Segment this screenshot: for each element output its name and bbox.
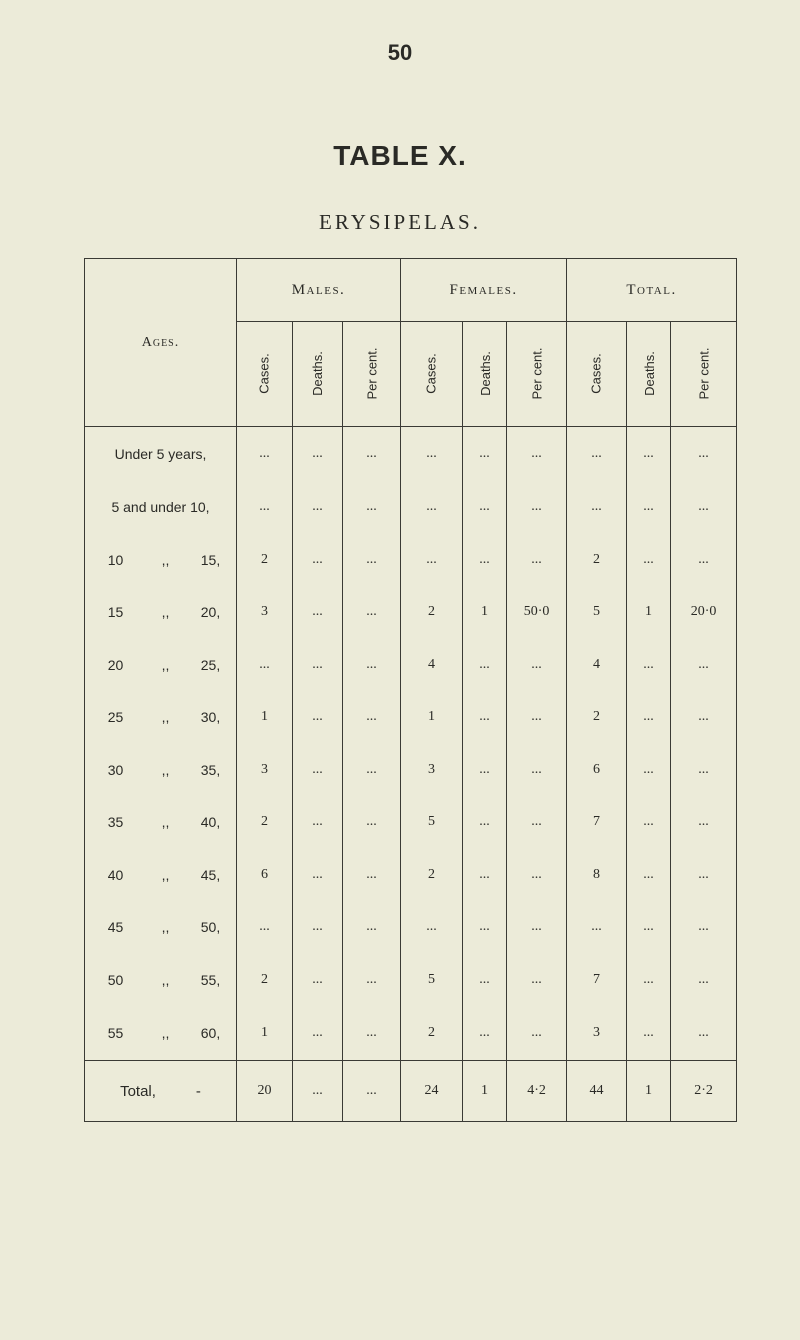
age-age-from: 45 [107, 919, 124, 936]
table-cell: ... [507, 849, 567, 902]
total-cases-header: Cases. [567, 322, 627, 427]
total-header: Total. [567, 259, 737, 322]
total-percent-header: Per cent. [671, 322, 737, 427]
table-cell: 7 [567, 796, 627, 849]
table-cell: ... [671, 691, 737, 744]
table-cell: ... [293, 533, 343, 586]
table-cell: ... [671, 638, 737, 691]
age-cell [85, 533, 237, 586]
table-cell: 3 [237, 743, 293, 796]
age-age-to: 60, [200, 1025, 221, 1042]
table-cell: ... [293, 796, 343, 849]
table-cell: ... [627, 849, 671, 902]
page-number: 50 [387, 40, 413, 65]
table-cell: ... [463, 1006, 507, 1060]
age-age-from: 25 [107, 709, 124, 726]
table-title: TABLE X. [333, 140, 467, 171]
table-cell: ... [343, 796, 401, 849]
table-cell: 6 [567, 743, 627, 796]
table-cell: ... [463, 901, 507, 954]
table-cell: ... [507, 796, 567, 849]
table-cell: 2 [401, 1006, 463, 1060]
table-cell: 3 [401, 743, 463, 796]
table-cell: 4·2 [507, 1061, 567, 1122]
table-cell: ... [507, 743, 567, 796]
total-deaths-header: Deaths. [627, 322, 671, 427]
age-age-sep: ,, [161, 919, 170, 936]
age-age-sep: ,, [161, 656, 170, 673]
table-cell: ... [343, 901, 401, 954]
age-age-to: 40, [200, 814, 221, 831]
table-cell: ... [343, 849, 401, 902]
table-row [85, 533, 737, 586]
table-cell: 5 [567, 586, 627, 639]
table-cell: ... [343, 638, 401, 691]
total-dash: - [195, 1082, 201, 1100]
table-cell: ... [293, 586, 343, 639]
total-label-cell [85, 1061, 237, 1122]
table-cell: ... [671, 481, 737, 534]
table-cell: ... [671, 901, 737, 954]
total-label: Total, [120, 1082, 156, 1100]
table-cell: 20 [237, 1061, 293, 1122]
table-cell: 2 [567, 691, 627, 744]
table-row [85, 796, 737, 849]
table-row [85, 743, 737, 796]
table-cell: 1 [237, 1006, 293, 1060]
females-header: Females. [401, 259, 567, 322]
age-age-from: 55 [107, 1025, 124, 1042]
table-cell: 24 [401, 1061, 463, 1122]
table-cell: 1 [463, 1061, 507, 1122]
table-cell: 5 [401, 796, 463, 849]
table-cell: ... [401, 481, 463, 534]
table-cell: 1 [627, 1061, 671, 1122]
table-cell: ... [627, 481, 671, 534]
age-age-sep: ,, [161, 971, 170, 988]
table-cell: ... [627, 954, 671, 1007]
table-cell: ... [293, 1006, 343, 1060]
table-cell: ... [507, 691, 567, 744]
table-cell: ... [401, 901, 463, 954]
table-cell: ... [671, 954, 737, 1007]
age-cell [85, 901, 237, 954]
table-cell: ... [237, 427, 293, 481]
table-cell: 2 [401, 849, 463, 902]
erysipelas-table [84, 258, 737, 1122]
age-cell [85, 849, 237, 902]
table-cell: 1 [463, 586, 507, 639]
table-cell: ... [507, 427, 567, 481]
table-cell: ... [507, 954, 567, 1007]
age-age-sep: ,, [161, 604, 170, 621]
table-cell: ... [343, 533, 401, 586]
table-cell: ... [671, 849, 737, 902]
age-age-from: 15 [107, 604, 124, 621]
age-age-from: 40 [107, 866, 124, 883]
table-cell: 4 [567, 638, 627, 691]
table-cell: 2·2 [671, 1061, 737, 1122]
table-cell: ... [463, 481, 507, 534]
table-cell: ... [627, 533, 671, 586]
table-cell: ... [507, 901, 567, 954]
age-cell [85, 1006, 237, 1060]
ages-header: Ages. [85, 259, 237, 427]
table-cell: 20·0 [671, 586, 737, 639]
table-cell: 5 [401, 954, 463, 1007]
table-cell: ... [463, 427, 507, 481]
age-age-to: 25, [200, 656, 221, 673]
table-cell: ... [671, 796, 737, 849]
table-cell: ... [293, 638, 343, 691]
table-cell: ... [463, 743, 507, 796]
table-cell: ... [671, 427, 737, 481]
table-row [85, 481, 737, 534]
table-cell: ... [293, 901, 343, 954]
age-cell [85, 743, 237, 796]
age-cell [85, 427, 237, 481]
table-cell: ... [343, 743, 401, 796]
table-cell: ... [293, 1061, 343, 1122]
table-cell: ... [401, 533, 463, 586]
table-cell: ... [293, 849, 343, 902]
age-cell [85, 796, 237, 849]
age-cell [85, 481, 237, 534]
table-cell: 2 [237, 796, 293, 849]
table-row [85, 849, 737, 902]
age-age-from: 10 [107, 551, 124, 568]
table-cell: ... [671, 1006, 737, 1060]
age-cell [85, 691, 237, 744]
table-cell: ... [567, 901, 627, 954]
table-cell: ... [671, 743, 737, 796]
table-cell: ... [627, 901, 671, 954]
table-cell: 1 [627, 586, 671, 639]
females-percent-header: Per cent. [507, 322, 567, 427]
age-age-sep: ,, [161, 761, 170, 778]
age-cell [85, 954, 237, 1007]
table-cell: 6 [237, 849, 293, 902]
table-row [85, 954, 737, 1007]
table-cell: 3 [237, 586, 293, 639]
table-cell: 2 [237, 954, 293, 1007]
table-row [85, 586, 737, 639]
table-cell: ... [293, 743, 343, 796]
table-cell: 4 [401, 638, 463, 691]
table-cell: ... [401, 427, 463, 481]
age-age-from: 50 [107, 971, 124, 988]
table-cell: ... [627, 427, 671, 481]
table-cell: ... [237, 638, 293, 691]
table-cell: ... [507, 1006, 567, 1060]
table-cell: ... [343, 1006, 401, 1060]
age-age-to: 30, [200, 709, 221, 726]
table-cell: ... [293, 481, 343, 534]
age-cell [85, 638, 237, 691]
table-cell: ... [627, 691, 671, 744]
table-cell: 2 [567, 533, 627, 586]
table-cell: 2 [401, 586, 463, 639]
table-cell: ... [237, 901, 293, 954]
table-cell: ... [507, 481, 567, 534]
age-age-to: 35, [200, 761, 221, 778]
table-row [85, 638, 737, 691]
females-deaths-header: Deaths. [463, 322, 507, 427]
table-cell: 7 [567, 954, 627, 1007]
table-cell: 2 [237, 533, 293, 586]
table-cell: ... [293, 691, 343, 744]
age-label: Under 5 years, [114, 445, 207, 462]
table-cell: ... [627, 1006, 671, 1060]
age-age-sep: ,, [161, 814, 170, 831]
table-cell: ... [343, 586, 401, 639]
table-cell: 50·0 [507, 586, 567, 639]
age-age-to: 55, [200, 971, 221, 988]
table-cell: ... [463, 638, 507, 691]
table-cell: ... [463, 533, 507, 586]
table-cell: ... [343, 954, 401, 1007]
age-age-to: 50, [200, 919, 221, 936]
table-cell: 8 [567, 849, 627, 902]
total-row [85, 1061, 737, 1122]
males-deaths-header: Deaths. [293, 322, 343, 427]
age-age-to: 45, [200, 866, 221, 883]
table-cell: ... [627, 796, 671, 849]
table-cell: ... [463, 691, 507, 744]
age-age-sep: ,, [161, 551, 170, 568]
table-cell: ... [343, 1061, 401, 1122]
table-cell: ... [343, 427, 401, 481]
table-row [85, 1006, 737, 1060]
age-age-to: 15, [200, 551, 221, 568]
table-cell: 1 [237, 691, 293, 744]
table-row [85, 691, 737, 744]
table-subtitle: ERYSIPELAS. [319, 210, 481, 234]
females-cases-header: Cases. [401, 322, 463, 427]
table-cell: ... [343, 481, 401, 534]
age-age-from: 20 [107, 656, 124, 673]
table-cell: ... [671, 533, 737, 586]
table-cell: ... [567, 427, 627, 481]
table-cell: ... [463, 796, 507, 849]
table-cell: ... [343, 691, 401, 744]
table-row [85, 901, 737, 954]
table-cell: ... [463, 849, 507, 902]
table-cell: ... [567, 481, 627, 534]
table-cell: ... [507, 638, 567, 691]
age-label: 5 and under 10, [111, 498, 210, 515]
males-percent-header: Per cent. [343, 322, 401, 427]
table-cell: 3 [567, 1006, 627, 1060]
table-cell: ... [463, 954, 507, 1007]
table-cell: ... [293, 427, 343, 481]
age-age-sep: ,, [161, 709, 170, 726]
table-cell: 44 [567, 1061, 627, 1122]
table-row [85, 427, 737, 481]
table-cell: ... [627, 743, 671, 796]
age-cell [85, 586, 237, 639]
table-cell: ... [293, 954, 343, 1007]
age-age-sep: ,, [161, 1025, 170, 1042]
age-age-to: 20, [200, 604, 221, 621]
age-age-sep: ,, [161, 866, 170, 883]
age-age-from: 35 [107, 814, 124, 831]
table-cell: ... [237, 481, 293, 534]
table-cell: 1 [401, 691, 463, 744]
males-header: Males. [237, 259, 401, 322]
table-cell: ... [627, 638, 671, 691]
age-age-from: 30 [107, 761, 124, 778]
table-cell: ... [507, 533, 567, 586]
males-cases-header: Cases. [237, 322, 293, 427]
